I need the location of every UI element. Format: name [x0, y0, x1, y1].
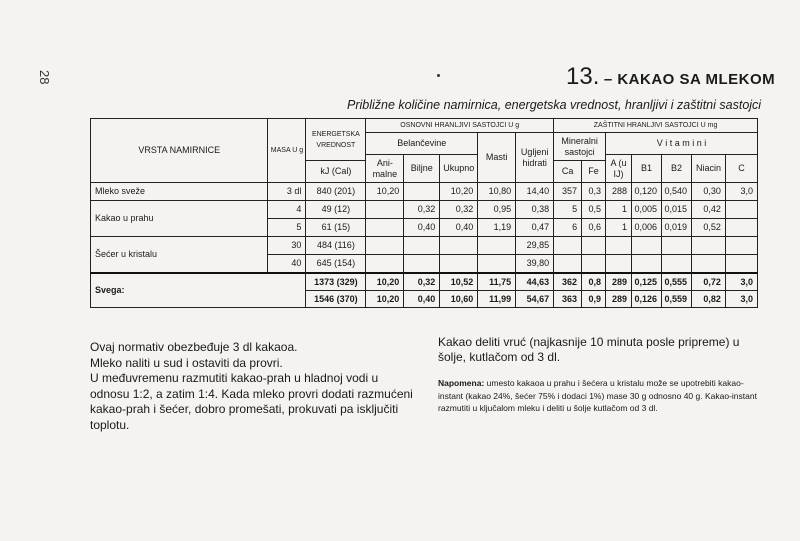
calcium-cell: 5: [554, 201, 582, 219]
vitamin-b2-cell: 0,559: [662, 291, 692, 308]
vitamin-a-cell: 288: [606, 183, 632, 201]
iron-cell: 0,6: [582, 219, 606, 237]
plant-protein-cell: 0,32: [404, 201, 440, 219]
calcium-cell: 357: [554, 183, 582, 201]
vitamin-b1-cell: 0,126: [632, 291, 662, 308]
plant-protein-cell: [404, 237, 440, 255]
niacin-cell: [691, 237, 725, 255]
header-niacin: Niacin: [691, 155, 725, 183]
table-row: [91, 237, 758, 255]
vitamin-b1-cell: 0,005: [632, 201, 662, 219]
header-protective-nutrients: ZAŠTITNI HRANLJIVI SASTOJCI U mg: [554, 119, 758, 133]
carbs-cell: 44,63: [516, 273, 554, 291]
iron-cell: 0,9: [582, 291, 606, 308]
animal-protein-cell: [366, 237, 404, 255]
header-calcium: Ca: [554, 161, 582, 183]
header-ingredient: VRSTA NAMIRNICE: [91, 119, 268, 183]
recipe-title: – KAKAO SA MLEKOM: [603, 71, 776, 88]
niacin-cell: 0,72: [691, 273, 725, 291]
fats-cell: [478, 255, 516, 274]
niacin-cell: [691, 255, 725, 274]
energy-cell: 484 (116): [306, 237, 366, 255]
header-vitamin-b1: B1: [632, 155, 662, 183]
recipe-number: 13.: [566, 63, 600, 90]
animal-protein-cell: 10,20: [366, 273, 404, 291]
niacin-cell: 0,82: [691, 291, 725, 308]
iron-cell: 0,5: [582, 201, 606, 219]
header-basic-nutrients: OSNOVNI HRANLJIVI SASTOJCI U g: [366, 119, 554, 133]
header-carbs: Ugljeni hidrati: [516, 133, 554, 183]
calcium-cell: 362: [554, 273, 582, 291]
vitamin-b2-cell: [662, 255, 692, 274]
vitamin-b2-cell: 0,555: [662, 273, 692, 291]
subtitle: Približne količine namirnica, energetska vrednost, hranljivi i zaštitni sastojci: [347, 98, 762, 112]
fats-cell: 11,75: [478, 273, 516, 291]
total-protein-cell: [440, 255, 478, 274]
calcium-cell: [554, 237, 582, 255]
header-vitamin-b2: B2: [662, 155, 692, 183]
vitamin-b2-cell: 0,540: [662, 183, 692, 201]
header-fats: Masti: [478, 133, 516, 183]
header-vitamin-c: C: [725, 155, 757, 183]
mass-cell: 3 dl: [268, 183, 306, 201]
note: [438, 377, 760, 415]
iron-cell: 0,3: [582, 183, 606, 201]
total-protein-cell: 10,52: [440, 273, 478, 291]
total-protein-cell: [440, 237, 478, 255]
speck: [437, 74, 440, 77]
plant-protein-cell: 0,40: [404, 219, 440, 237]
plant-protein-cell: 0,40: [404, 291, 440, 308]
header-mass: MASA U g: [268, 119, 306, 183]
vitamin-a-cell: [606, 237, 632, 255]
fats-cell: [478, 237, 516, 255]
energy-cell: 1373 (329): [306, 273, 366, 291]
animal-protein-cell: 10,20: [366, 291, 404, 308]
mass-cell: 30: [268, 237, 306, 255]
vitamin-c-cell: [725, 255, 757, 274]
instruction-paragraph: U međuvremenu razmutiti kakao-prah u hladnoj vodi u odnosu 1:2, a zatim 1:4. Kada mleko provri dodati razmućeni kakao-prah i šećer, dobro promešati, prokuvati pa isključiti toplotu.: [90, 371, 413, 432]
vitamin-c-cell: [725, 201, 757, 219]
preparation-instructions: [90, 340, 420, 433]
header-proteins: Belančevine: [366, 133, 478, 155]
energy-cell: 840 (201): [306, 183, 366, 201]
vitamin-c-cell: 3,0: [725, 291, 757, 308]
header-minerals: Mineralni sastojci: [554, 133, 606, 161]
mass-cell: 40: [268, 255, 306, 274]
vitamin-b2-cell: 0,015: [662, 201, 692, 219]
fats-cell: 11,99: [478, 291, 516, 308]
instruction-paragraph: Ovaj normativ obezbeđuje 3 dl kakaoa.: [90, 340, 298, 354]
total-row: [91, 273, 758, 291]
energy-cell: 1546 (370): [306, 291, 366, 308]
ingredient-name: Kakao u prahu: [91, 201, 268, 237]
animal-protein-cell: [366, 255, 404, 274]
total-protein-cell: 0,32: [440, 201, 478, 219]
serving-instructions: Kakao deliti vruć (najkasnije 10 minuta posle pripreme) u šolje, kutlačom od 3 dl.: [438, 335, 740, 364]
calcium-cell: 363: [554, 291, 582, 308]
fats-cell: 1,19: [478, 219, 516, 237]
recipe-heading: [566, 63, 775, 91]
energy-cell: 49 (12): [306, 201, 366, 219]
niacin-cell: 0,30: [691, 183, 725, 201]
vitamin-b1-cell: [632, 237, 662, 255]
vitamin-b1-cell: 0,125: [632, 273, 662, 291]
vitamin-c-cell: 3,0: [725, 183, 757, 201]
table-row: [91, 183, 758, 201]
animal-protein-cell: [366, 219, 404, 237]
vitamin-b2-cell: [662, 237, 692, 255]
vitamin-c-cell: [725, 237, 757, 255]
plant-protein-cell: [404, 255, 440, 274]
total-protein-cell: 0,40: [440, 219, 478, 237]
iron-cell: [582, 255, 606, 274]
nutrition-table: [90, 118, 758, 308]
vitamin-c-cell: [725, 219, 757, 237]
vitamin-a-cell: 289: [606, 291, 632, 308]
mass-cell: 4: [268, 201, 306, 219]
header-vitamin-a: A (u IJ): [606, 155, 632, 183]
vitamin-a-cell: [606, 255, 632, 274]
niacin-cell: 0,52: [691, 219, 725, 237]
carbs-cell: 0,47: [516, 219, 554, 237]
iron-cell: [582, 237, 606, 255]
header-iron: Fe: [582, 161, 606, 183]
fats-cell: 10,80: [478, 183, 516, 201]
vitamin-a-cell: 289: [606, 273, 632, 291]
header-vitamins: V i t a m i n i: [606, 133, 758, 155]
niacin-cell: 0,42: [691, 201, 725, 219]
header-energy-units: kJ (Cal): [306, 161, 366, 183]
ingredient-name: Šećer u kristalu: [91, 237, 268, 274]
carbs-cell: 14,40: [516, 183, 554, 201]
vitamin-a-cell: 1: [606, 219, 632, 237]
energy-cell: 61 (15): [306, 219, 366, 237]
vitamin-a-cell: 1: [606, 201, 632, 219]
total-protein-cell: 10,60: [440, 291, 478, 308]
header-energy: ENERGETSKA VREDNOST: [306, 119, 366, 161]
vitamin-c-cell: 3,0: [725, 273, 757, 291]
note-label: Napomena:: [438, 378, 485, 388]
header-total-protein: Ukupno: [440, 155, 478, 183]
table-row: [91, 201, 758, 219]
plant-protein-cell: 0,32: [404, 273, 440, 291]
note-text: umesto kakaoa u prahu i šećera u kristalu može se upotrebiti kakao-instant (kakao 24%, šećer 75% i dodaci 1%) mase 30 g odnosno 40 g. Kakao-instant razmutiti u ključalom mleku i deliti u šolje kutlačom od 3 dl.: [438, 378, 757, 413]
calcium-cell: 6: [554, 219, 582, 237]
carbs-cell: 29,85: [516, 237, 554, 255]
vitamin-b1-cell: 0,120: [632, 183, 662, 201]
vitamin-b2-cell: 0,019: [662, 219, 692, 237]
plant-protein-cell: [404, 183, 440, 201]
animal-protein-cell: 10,20: [366, 183, 404, 201]
iron-cell: 0,8: [582, 273, 606, 291]
vitamin-b1-cell: 0,006: [632, 219, 662, 237]
mass-cell: 5: [268, 219, 306, 237]
calcium-cell: [554, 255, 582, 274]
total-protein-cell: 10,20: [440, 183, 478, 201]
header-animal-protein: Ani- malne: [366, 155, 404, 183]
carbs-cell: 54,67: [516, 291, 554, 308]
animal-protein-cell: [366, 201, 404, 219]
header-plant-protein: Biljne: [404, 155, 440, 183]
total-label: Svega:: [91, 273, 306, 308]
page-number: 28: [37, 70, 52, 85]
carbs-cell: 0,38: [516, 201, 554, 219]
energy-cell: 645 (154): [306, 255, 366, 274]
ingredient-name: Mleko sveže: [91, 183, 268, 201]
instruction-paragraph: Mleko naliti u sud i ostaviti da provri.: [90, 355, 283, 370]
vitamin-b1-cell: [632, 255, 662, 274]
fats-cell: 0,95: [478, 201, 516, 219]
carbs-cell: 39,80: [516, 255, 554, 274]
